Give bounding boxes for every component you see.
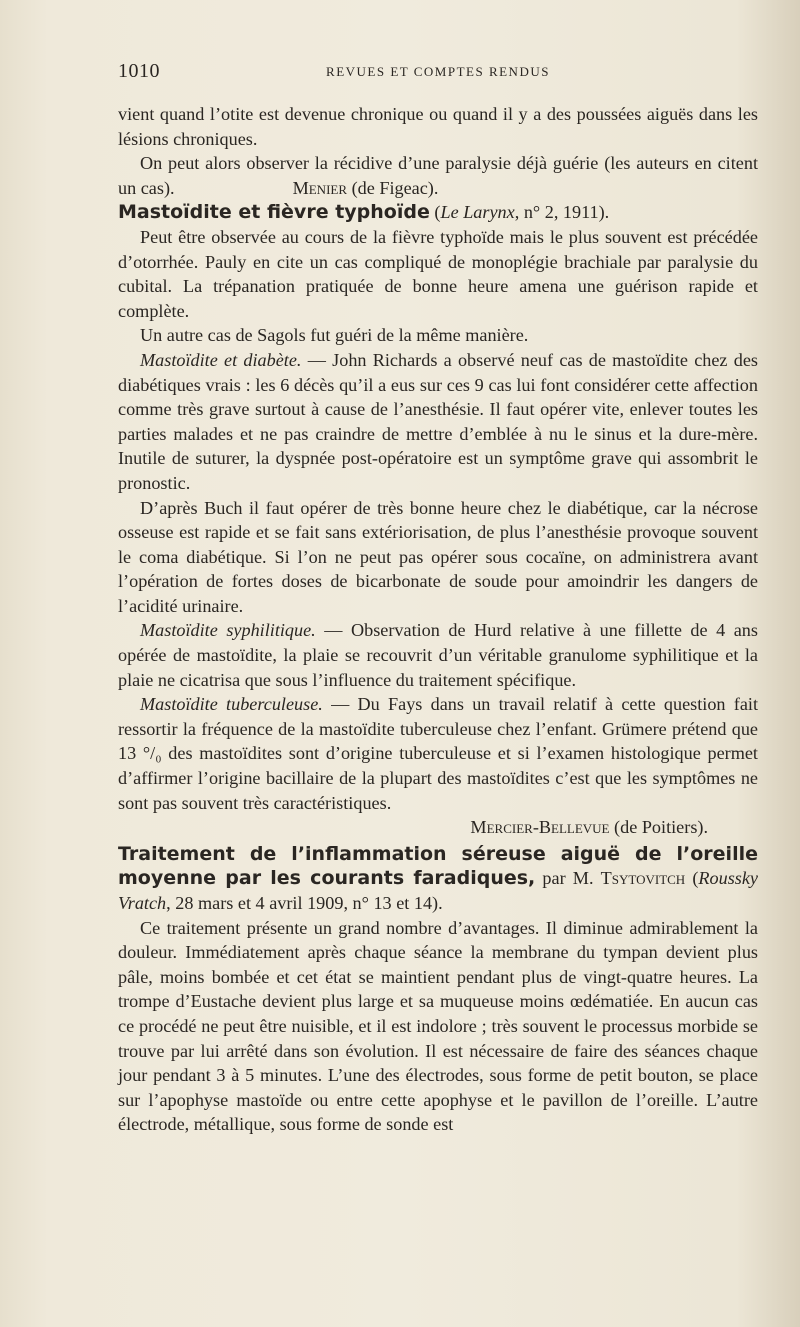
subsection-title: Mastoïdite tuberculeuse.: [140, 694, 323, 715]
heading-author: Tsytovitch: [600, 868, 686, 889]
paragraph-text: — John Richards a observé neuf cas de mastoïdite chez des diabétiques vrais : les 6 décès qu’il a eus sur ces 9 cas lui font considérer cette affection comme très grave surtout à cause de l’anesthésie. Il faut opérer vite, enlever toutes les parties malades et ne pas craindre de mettre d’emblée à nu le sinus et la dure-mère. Inutile de suturer, la dyspnée post-opératoire est un symptôme grave qui assombrit le pronostic.: [118, 349, 758, 493]
paragraph-recidive: [118, 151, 758, 200]
paragraph-typhoide: Peut être observée au cours de la fièvre typhoïde mais le plus souvent est précédée d’otorrhée. Pauly en cite un cas compliqué de monoplégie brachiale par paralysie du cubital. La trépanation pratiquée de bonne heure amena une guérison rapide et complète.: [118, 226, 758, 321]
paragraph-traitement: Ce traitement présente un grand nombre d’avantages. Il diminue admirablement la douleur. Immédiatement après chaque séance la membrane du tympan devient plus pâle, moins bombée et cet état se maintient pendant plus de vingt-quatre heures. La trompe d’Eustache devient plus large et sa muqueuse moins œdématiée. En aucun cas ce procédé ne peut être nuisible, et il est indolore ; très souvent le processus morbide se trouve par lui arrêté dans son évolution. Il est nécessaire de faire des séances chaque jour pendant 3 à 5 minutes. L’une des électrodes, sous forme de petit bouton, se place sur l’apophyse mastoïde ou entre cette apophyse et le pavillon de l’oreille. L’autre électrode, métallique, sous forme de sonde est: [118, 917, 758, 1135]
signature-line: [118, 815, 758, 840]
page-header: [118, 60, 758, 88]
paragraph-text: — Du Fays dans un travail relatif à cette question fait ressortir la fréquence de la mastoïdite tuberculeuse chez l’enfant. Grümere prétend que 13 °/₀ des mastoïdites sont d’origine tuberculeuse et si l’examen histologique permet d’affirmer l’origine bacillaire de la plupart des mastoïdites c’est que les symptômes ne sont pas souvent très caractéristiques.: [118, 694, 758, 813]
paragraph-buch: D’après Buch il faut opérer de très bonne heure chez le diabétique, car la nécrose osseuse est rapide et se fait sans extériorisation, de plus l’anesthésie provoque souvent le coma diabétique. Si l’on ne peut pas opérer sous cocaïne, on administrera avant l’opération de fortes doses de bicarbonate de soude pour amoindrir les dangers de l’acidité urinaire.: [118, 497, 758, 616]
paragraph-continued: vient quand l’otite est devenue chronique ou quand il y a des poussées aiguës dans les lésions chroniques.: [118, 104, 758, 149]
author-signature: Mercier-Bellevue: [470, 817, 610, 838]
source-details: , n° 2, 1911).: [514, 202, 610, 223]
heading-title: Mastoïdite et fièvre typhoïde: [118, 201, 430, 224]
paragraph-text: — Observation de Hurd relative à une fillette de 4 ans opérée de mastoïdite, la plaie se recouvrit d’un véritable granulome syphilitique et la plaie ne cicatrisa que sous l’influence du traitement spécifique.: [118, 620, 758, 690]
author-place: (de Poitiers).: [614, 817, 708, 838]
source-details: , 28 mars et 4 avril 1909, n° 13 et 14).: [166, 893, 443, 913]
heading-title: Traitement de l’inflammation séreuse aiguë de l’oreille moyenne par les courants faradiques,: [118, 842, 758, 890]
author-place: (de Figeac).: [351, 177, 439, 198]
page-number: 1010: [118, 60, 160, 82]
paragraph-sagols: Un autre cas de Sagols fut guéri de la même manière.: [140, 325, 529, 346]
author-signature: Menier: [292, 177, 348, 198]
section-heading-faradiques: Traitement de l’inflammation séreuse aiguë de l’oreille moyenne par les courants faradiques, par M. Tsytovitch (Roussky Vratch, 28 mars et 4 avril 1909, n° 13 et 14).: [118, 842, 759, 913]
paragraph-syphilitique: [118, 618, 758, 692]
heading-by: par M.: [542, 868, 594, 889]
paragraph-text: On peut alors observer la récidive d’une paralysie déjà guérie (les auteurs en citent un cas).: [118, 153, 758, 198]
source-journal: Le Larynx: [440, 202, 515, 223]
paragraph-diabete: [118, 348, 758, 496]
source-journal: Roussky Vratch: [118, 868, 759, 913]
subsection-title: Mastoïdite et diabète.: [140, 349, 302, 370]
section-heading-typhoide: Mastoïdite et fièvre typhoïde (Le Larynx, n° 2, 1911).: [118, 201, 610, 224]
subsection-title: Mastoïdite syphilitique.: [140, 620, 316, 641]
paragraph-tuberculeuse: [118, 692, 758, 815]
article-body: [118, 102, 758, 1137]
running-title: REVUES ET COMPTES RENDUS: [326, 64, 550, 79]
